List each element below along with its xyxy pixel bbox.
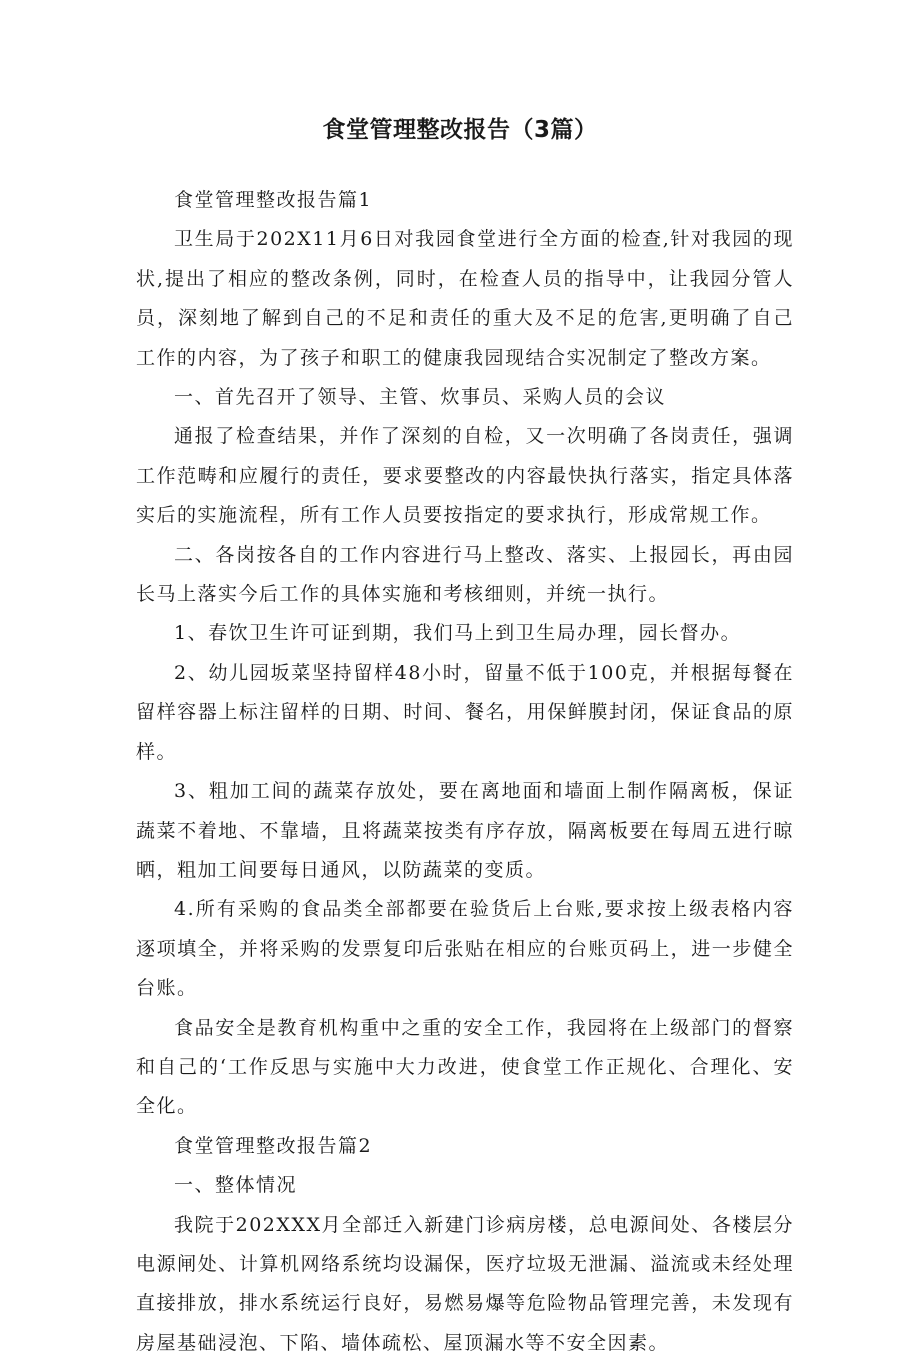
conclusion-paragraph: 食品安全是教育机构重中之重的安全工作，我园将在上级部门的督察和自己的‘工作反思与实施中大力改进，使食堂工作正规化、合理化、安全化。 bbox=[136, 1016, 794, 1118]
document-title: 食堂管理整改报告（3篇） bbox=[322, 117, 598, 143]
list-item-1: 1、春饮卫生许可证到期，我们马上到卫生局办理，园长督办。 bbox=[174, 622, 742, 645]
document-body bbox=[136, 181, 794, 1363]
intro-paragraph: 卫生局于202X11月6日对我园食堂进行全方面的检查,针对我园的现状,提出了相应的整改条例，同时，在检查人员的指导中，让我园分管人员，深刻地了解到自己的不足和责任的重大及不足的危害,更明确了自己工作的内容，为了孩子和职工的健康我园现结合实况制定了整改方案。 bbox=[136, 228, 794, 369]
list-item-4: 4.所有采购的食品类全部都要在验货后上台账,要求按上级表格内容逐项填全，并将采购的发票复印后张贴在相应的台账页码上，进一步健全台账。 bbox=[136, 898, 794, 1000]
paragraph-overall-situation: 我院于202XXX月全部迁入新建门诊病房楼，总电源间处、各楼层分电源闸处、计算机网络系统均设漏保，医疗垃圾无泄漏、溢流或未经处理直接排放，排水系统运行良好，易燃易爆等危险物品管理完善，未发现有房屋基础浸泡、下陷、墙体疏松、屋顶漏水等不安全因素。 bbox=[136, 1213, 794, 1354]
subheading-meeting: 一、首先召开了领导、主管、炊事员、采购人员的会议 bbox=[174, 386, 667, 409]
section-heading-2: 食堂管理整改报告篇2 bbox=[174, 1134, 373, 1157]
list-item-3: 3、粗加工间的蔬菜存放处，要在离地面和墙面上制作隔离板，保证蔬菜不着地、不靠墙，且将蔬菜按类有序存放，隔离板要在每周五进行晾晒，粗加工间要每日通风，以防蔬菜的变质。 bbox=[136, 780, 794, 881]
section-heading-1: 食堂管理整改报告篇1 bbox=[174, 189, 373, 211]
subheading-rectification: 二、各岗按各自的工作内容进行马上整改、落实、上报园长，再由园长马上落实今后工作的具体实施和考核细则，并统一执行。 bbox=[136, 543, 794, 606]
paragraph-self-check: 通报了检查结果，并作了深刻的自检，又一次明确了各岗责任，强调工作范畴和应履行的责任，要求要整改的内容最快执行落实，指定具体落实后的实施流程，所有工作人员要按指定的要求执行，形成常规工作。 bbox=[136, 425, 794, 527]
list-item-2: 2、幼儿园坂菜坚持留样48小时，留量不低于100克，并根据每餐在留样容器上标注留样的日期、时间、餐名，用保鲜膜封闭，保证食品的原样。 bbox=[136, 661, 794, 763]
subheading-overall: 一、整体情况 bbox=[174, 1174, 298, 1197]
